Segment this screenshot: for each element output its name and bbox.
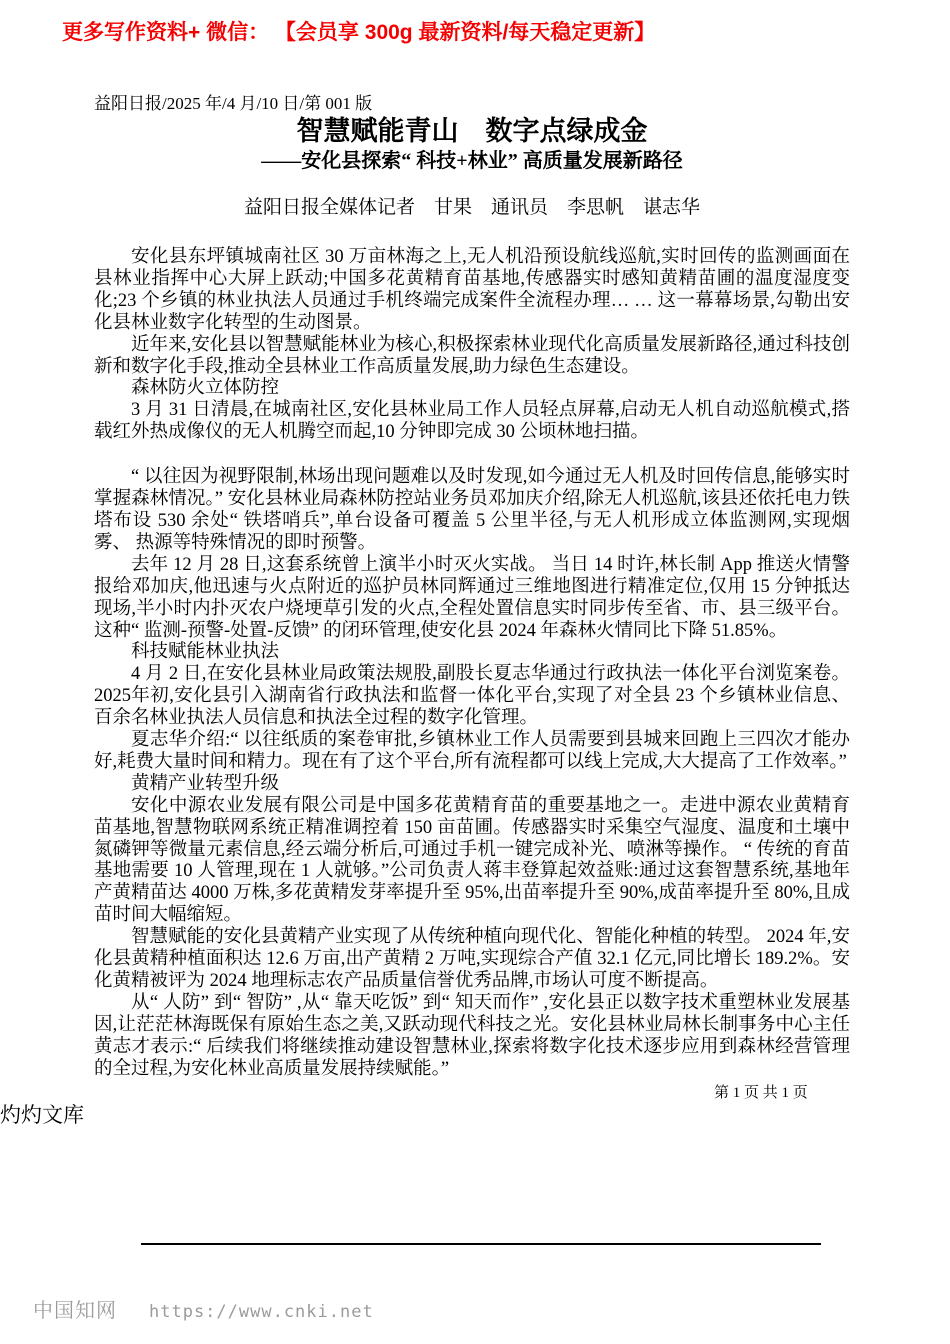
article-paragraph: 智慧赋能的安化县黄精产业实现了从传统种植向现代化、智能化种植的转型。 2024 年,安化县黄精种植面积达 12.6 万亩,出产黄精 2 万吨,实现综合产值 32.1 亿元,同比增长 189.2%。安化黄精被评为 2024 地理标志农产品质量信誉优秀品牌,市场认可度不断提高。 [94,927,850,991]
section-heading: 黄精产业转型升级 [131,773,280,794]
article-paragraph: 近年来,安化县以智慧赋能林业为核心,积极探索林业现代化高质量发展新路径,通过科技创新和数字化手段,推动全县林业工作高质量发展,助力绿色生态建设。 [94,334,850,377]
publication-info: 益阳日报/2025 年/4 月/10 日/第 001 版 [94,94,373,113]
article-subtitle: ——安化县探索“ 科技+林业” 高质量发展新路径 [261,150,683,172]
article-paragraph: “ 以往因为视野限制,林场出现问题难以及时发现,如今通过无人机及时回传信息,能够实时掌握森林情况。” 安化县林业局森林防控站业务员邓加庆介绍,除无人机巡航,该县还依托电力铁塔布设 530 余处“ 铁塔哨兵”,单台设备可覆盖 5 公里半径,与无人机形成立体监测网,实现烟雾、 热源等特殊情况的即时预警。 [94,467,850,553]
article-byline: 益阳日报全媒体记者 甘果 通讯员 李思帆 谌志华 [243,197,700,218]
article [94,94,850,1081]
article-paragraph: 从“ 人防” 到“ 智防” ,从“ 靠天吃饭” 到“ 知天而作” ,安化县正以数字技术重塑林业发展基因,让茫茫林海既保有原始生态之美,又跃动现代科技之光。安化县林业局林长制事务中心主任黄志才表示:“ 后续我们将继续推动建设智慧林业,探索将数字化技术逐步应用到森林经营管理的全过程,为安化林业高质量发展持续赋能。” [94,992,850,1079]
article-paragraph: 去年 12 月 28 日,这套系统曾上演半小时灭火实战。 当日 14 时许,林长制 App 推送火情警报给邓加庆,他迅速与火点附近的巡护员林同辉通过三维地图进行精准定位,仅用 15 分钟抵达现场,半小时内扑灭农户烧埂草引发的火点,全程处置信息实时同步传至省、市、县三级平台。这种“ 监测-预警-处置-反馈” 的闭环管理,使安化县 2024 年森林火情同比下降 51.85%。 [94,554,850,641]
article-paragraph: 4 月 2 日,在安化县林业局政策法规股,副股长夏志华通过行政执法一体化平台浏览案卷。 2025年初,安化县引入湖南省行政执法和监督一体化平台,实现了对全县 23 个乡镇林业信息、百余名林业执法人员信息和执法全过程的数字化管理。 [94,664,850,729]
section-heading: 科技赋能林业执法 [131,642,280,663]
article-paragraph: 安化县东坪镇城南社区 30 万亩林海之上,无人机沿预设航线巡航,实时回传的监测画面在县林业指挥中心大屏上跃动;中国多花黄精育苗基地,传感器实时感知黄精苗圃的温度湿度变化;23 个乡镇的林业执法人员通过手机终端完成案件全流程办理… … 这一幕幕场景,勾勒出安化县林业数字化转型的生动图景。 [94,247,850,333]
page-indicator: 第 1 页 共 1 页 [714,1085,808,1101]
cnki-watermark [33,1294,374,1323]
section-heading: 森林防火立体防控 [131,378,280,399]
article-paragraph: 3 月 31 日清晨,在城南社区,安化县林业局工作人员轻点屏幕,启动无人机自动巡航模式,搭载红外热成像仪的无人机腾空而起,10 分钟即完成 30 公顷林地扫描。 [94,400,850,443]
article-paragraph: 夏志华介绍:“ 以往纸质的案卷审批,乡镇林业工作人员需要到县城来回跑上三四次才能办好,耗费大量时间和精力。现在有了这个平台,所有流程都可以线上完成,大大提高了工作效率。” [94,730,850,772]
cnki-logo-text: 中国知网 [33,1300,117,1322]
article-body [94,247,850,1081]
article-paragraph: 安化中源农业发展有限公司是中国多花黄精育苗的重要基地之一。走进中源农业黄精育苗基地,智慧物联网系统正精准调控着 150 亩苗圃。传感器实时采集空气湿度、温度和土壤中氮磷钾等微量元素信息,经云端分析后,可通过手机一键完成补光、喷淋等操作。 “ 传统的育苗基地需要 10 人管理,现在 1 人就够。”公司负责人蒋丰登算起效益账:通过这套智慧系统,基地年产黄精苗达 4000 万株,多花黄精发芽率提升至 95%,出苗率提升至 90%,成苗率提升至 80%,且成苗时间大幅缩短。 [94,795,850,926]
footer-divider [141,1243,821,1245]
article-title: 智慧赋能青山 数字点绿成金 [296,116,648,146]
promo-banner: 更多写作资料+ 微信： 【会员享 300g 最新资料/每天稳定更新】 [62,21,656,44]
cnki-url: https://www.cnki.net [149,1302,374,1322]
library-watermark-label: 灼灼文库 [0,1103,84,1127]
